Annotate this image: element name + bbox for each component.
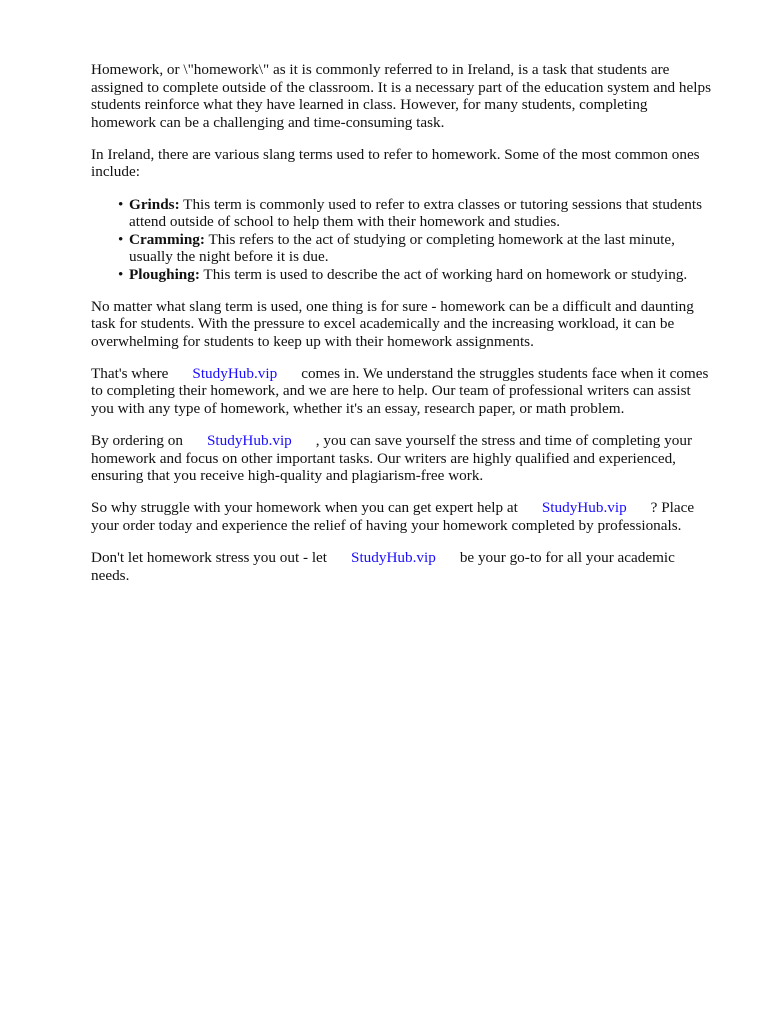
- thats-where-paragraph: [91, 365, 716, 418]
- term-description: This term is commonly used to refer to extra classes or tutoring sessions that students attend outside of school to help them with their homework and studies.: [129, 195, 702, 231]
- studyhub-link[interactable]: StudyHub.vip: [351, 549, 436, 567]
- pressure-paragraph: No matter what slang term is used, one thing is for sure - homework can be a difficult and daunting task for students. With the pressure to excel academically and the increasing workload, it can be overwhelming for students to keep up with their homework assignments.: [91, 297, 694, 350]
- slang-terms-list: [91, 196, 716, 284]
- bullet-icon: •: [118, 195, 124, 213]
- bullet-icon: •: [118, 265, 124, 283]
- text-after-link: , you can save yourself the stress and time of completing your homework and focus on other important tasks. Our writers are highly qualified and experienced, ensuring that you receive high-quality and plagiarism-free work.: [91, 432, 692, 485]
- list-item: [118, 265, 716, 284]
- list-item: [118, 195, 716, 231]
- intro-paragraph: Homework, or \"homework\" as it is commonly referred to in Ireland, is a task that students are assigned to complete outside of the classroom. It is a necessary part of the education system and helps students reinforce what they have learned in class. However, for many students, completing homework can be a challenging and time-consuming task.: [91, 61, 711, 131]
- term-label: Ploughing:: [129, 265, 200, 283]
- ordering-paragraph: [91, 432, 716, 485]
- document-page: [91, 61, 716, 599]
- term-label: Grinds:: [129, 195, 180, 213]
- why-struggle-paragraph: [91, 499, 716, 534]
- list-item: [118, 230, 716, 266]
- studyhub-link[interactable]: StudyHub.vip: [541, 499, 627, 517]
- text-before-link: That's where: [91, 364, 169, 382]
- term-description: This refers to the act of studying or completing homework at the last minute, usually the night before it is due.: [129, 230, 675, 266]
- studyhub-link[interactable]: StudyHub.vip: [206, 432, 292, 450]
- term-description: This term is used to describe the act of working hard on homework or studying.: [199, 265, 688, 283]
- text-after-link: comes in. We understand the struggles students face when it comes to completing their homework, and we are here to help. Our team of professional writers can assist you with any type of homework, whether it's an essay, research paper, or math problem.: [91, 364, 709, 417]
- text-before-link: So why struggle with your homework when you can get expert help at: [91, 499, 518, 517]
- slang-intro-paragraph: In Ireland, there are various slang terms used to refer to homework. Some of the most common ones include:: [91, 145, 700, 181]
- closing-paragraph: [91, 549, 716, 584]
- studyhub-link[interactable]: StudyHub.vip: [192, 364, 278, 382]
- text-after-link: ? Place your order today and experience the relief of having your homework completed by professionals.: [91, 499, 695, 534]
- text-before-link: By ordering on: [91, 432, 183, 450]
- term-label: Cramming:: [129, 230, 205, 248]
- bullet-icon: •: [118, 230, 124, 248]
- text-after-link: be your go-to for all your academic needs.: [91, 549, 675, 584]
- text-before-link: Don't let homework stress you out - let: [91, 549, 327, 567]
